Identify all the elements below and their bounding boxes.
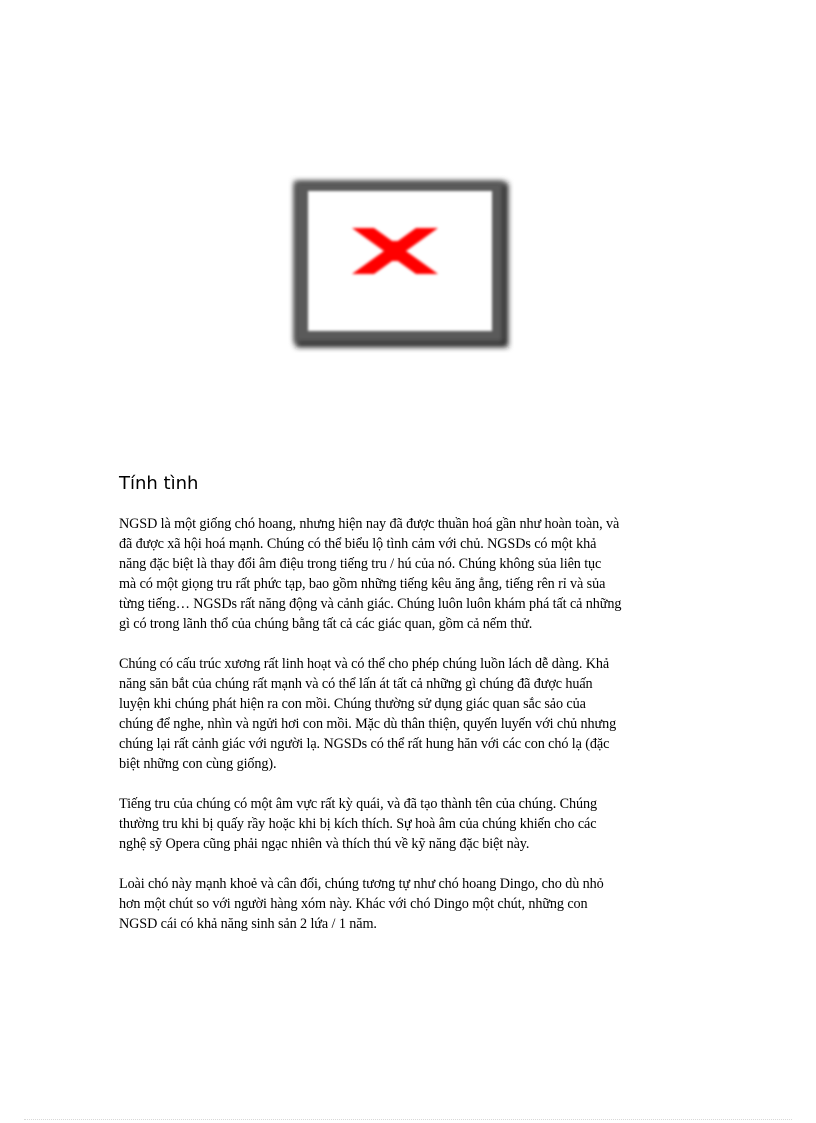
text-line: từng tiếng… NGSDs rất năng động và cảnh giác. Chúng luôn luôn khám phá tất cả những (119, 596, 622, 612)
section-heading: Tính tình (119, 473, 199, 494)
page-bottom-divider (24, 1119, 792, 1120)
text-line: chúng lại rất cảnh giác với người lạ. NGSDs có thể rất hung hăn với các con chó lạ (đặc (119, 736, 610, 752)
body-text (119, 514, 719, 954)
text-line: NGSD cái có khả năng sinh sản 2 lứa / 1 năm. (119, 916, 377, 932)
text-line: chúng để nghe, nhìn và ngửi hơi con mồi. Mặc dù thân thiện, quyến luyến với chủ nhưng (119, 716, 617, 732)
paragraph (119, 654, 719, 774)
text-line: nghệ sỹ Opera cũng phải ngạc nhiên và thích thú về kỹ năng đặc biệt này. (119, 836, 530, 852)
text-line: mà có một giọng tru rất phức tạp, bao gồm những tiếng kêu ăng ẳng, tiếng rên rỉ và sủa (119, 576, 606, 592)
text-line: hơn một chút so với người hàng xóm này. Khác với chó Dingo một chút, những con (119, 896, 588, 912)
text-line: năng săn bắt của chúng rất mạnh và có thể lấn át tất cả những gì chúng đã được huấn (119, 676, 593, 692)
text-line: biệt những con cùng giống). (119, 756, 277, 772)
broken-image-placeholder (288, 175, 514, 353)
paragraph (119, 874, 719, 934)
text-line: Tiếng tru của chúng có một âm vực rất kỳ quái, và đã tạo thành tên của chúng. Chúng (119, 796, 597, 812)
text-line: Chúng có cấu trúc xương rất linh hoạt và có thể cho phép chúng luồn lách dễ dàng. Khả (119, 656, 610, 672)
text-line: năng đặc biệt là thay đổi âm điệu trong tiếng tru / hú của nó. Chúng không sủa liên tục (119, 556, 602, 572)
text-line: đã được xã hội hoá mạnh. Chúng có thể biểu lộ tình cảm với chủ. NGSDs có một khả (119, 536, 597, 552)
text-line: thường tru khi bị quấy rầy hoặc khi bị kích thích. Sự hoà âm của chúng khiến cho các (119, 816, 597, 832)
text-line: luyện khi chúng phát hiện ra con mồi. Chúng thường sử dụng giác quan sắc sảo của (119, 696, 586, 712)
broken-image-icon (288, 175, 514, 353)
text-line: Loài chó này mạnh khoẻ và cân đối, chúng tương tự như chó hoang Dingo, cho dù nhỏ (119, 876, 604, 892)
text-line: gì có trong lãnh thổ của chúng bằng tất cả các giác quan, gồm cả nếm thử. (119, 616, 533, 632)
paragraph (119, 794, 719, 854)
text-line: NGSD là một giống chó hoang, nhưng hiện nay đã được thuần hoá gần như hoàn toàn, và (119, 516, 620, 532)
paragraph (119, 514, 719, 634)
